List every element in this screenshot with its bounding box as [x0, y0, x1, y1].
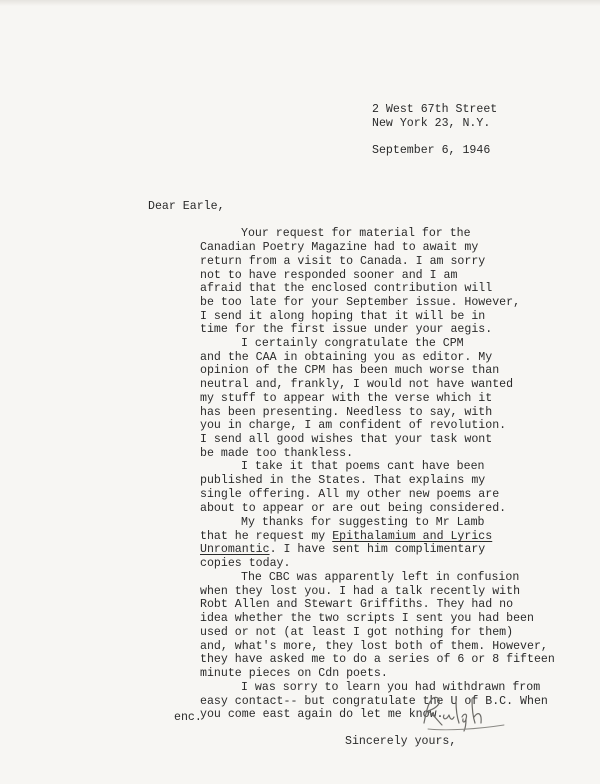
salutation: Dear Earle, [148, 200, 225, 213]
p1-line: afraid that the enclosed contribution will [200, 282, 493, 295]
p2-line: my stuff to appear with the verse which it [200, 392, 493, 405]
p1-line: time for the first issue under your aegis. [200, 323, 493, 336]
p5-line: and, what's more, they lost both of them. However, [200, 640, 548, 653]
p4-line [200, 543, 485, 557]
p5-line: when they lost you. I had a talk recently with [200, 585, 521, 598]
p5-line: used or not (at least I got nothing for them) [200, 626, 514, 639]
p2-line: opinion of the CPM has been much worse than [200, 364, 500, 377]
p1-line: not to have responded sooner and I am [200, 269, 458, 282]
p5-line: Robt Allen and Stewart Griffiths. They had no [200, 598, 514, 611]
p3-line: I take it that poems cant have been [241, 460, 485, 473]
p3-line: about to appear or are out being considered. [200, 502, 507, 515]
p5-line: idea whether the two scripts I sent you had been [200, 612, 534, 625]
p5-line: The CBC was apparently left in confusion [241, 571, 520, 584]
p1-line: return from a visit to Canada. I am sorry [200, 255, 486, 268]
enclosure-note: enc. [174, 711, 202, 724]
poem-title-underlined: Epithalamium and Lyrics [332, 530, 493, 543]
p2-line: I send all good wishes that your task wont [200, 433, 493, 446]
poem-title-underlined: Unromantic [200, 543, 270, 556]
p3-line: published in the States. That explains my [200, 474, 486, 487]
paper-edge [0, 0, 600, 6]
letter-date: September 6, 1946 [372, 144, 491, 157]
p2-line: I certainly congratulate the CPM [241, 337, 464, 350]
p1-line: I send it along hoping that it will be in [200, 310, 486, 323]
p2-line: you in charge, I am confident of revolution. [200, 419, 507, 432]
address-line-2: New York 23, N.Y. [372, 117, 491, 130]
p1-line: be too late for your September issue. However, [200, 296, 521, 309]
address-line-1: 2 West 67th Street [372, 103, 498, 116]
p5-line: minute pieces on Cdn poets. [200, 667, 388, 680]
p6-line: I was sorry to learn you had withdrawn from [241, 681, 541, 694]
p3-line: single offering. All my other new poems are [200, 488, 500, 501]
p4-line: My thanks for suggesting to Mr Lamb [241, 516, 485, 529]
p6-line: easy contact-- but congratulate the U of B.C. When [200, 695, 548, 708]
p2-line: be made too thankless. [200, 447, 354, 460]
p4-text: that he request my [200, 530, 333, 543]
p4-text: . I have sent him complimentary [269, 543, 486, 556]
p2-line: and the CAA in obtaining you as editor. My [200, 351, 493, 364]
p2-line: neutral and, frankly, I would not have wanted [200, 378, 514, 391]
p6-line: you come east again do let me know. [200, 708, 444, 721]
p2-line: has been presenting. Needless to say, with [200, 406, 493, 419]
p4-line: copies today. [200, 557, 291, 570]
p4-line [200, 530, 492, 544]
handwritten-signature [418, 693, 508, 733]
p1-line: Your request for material for the [241, 227, 471, 240]
closing: Sincerely yours, [345, 735, 457, 748]
p5-line: they have asked me to do a series of 6 or 8 fifteen [200, 653, 555, 666]
p1-line: Canadian Poetry Magazine had to await my [200, 241, 479, 254]
